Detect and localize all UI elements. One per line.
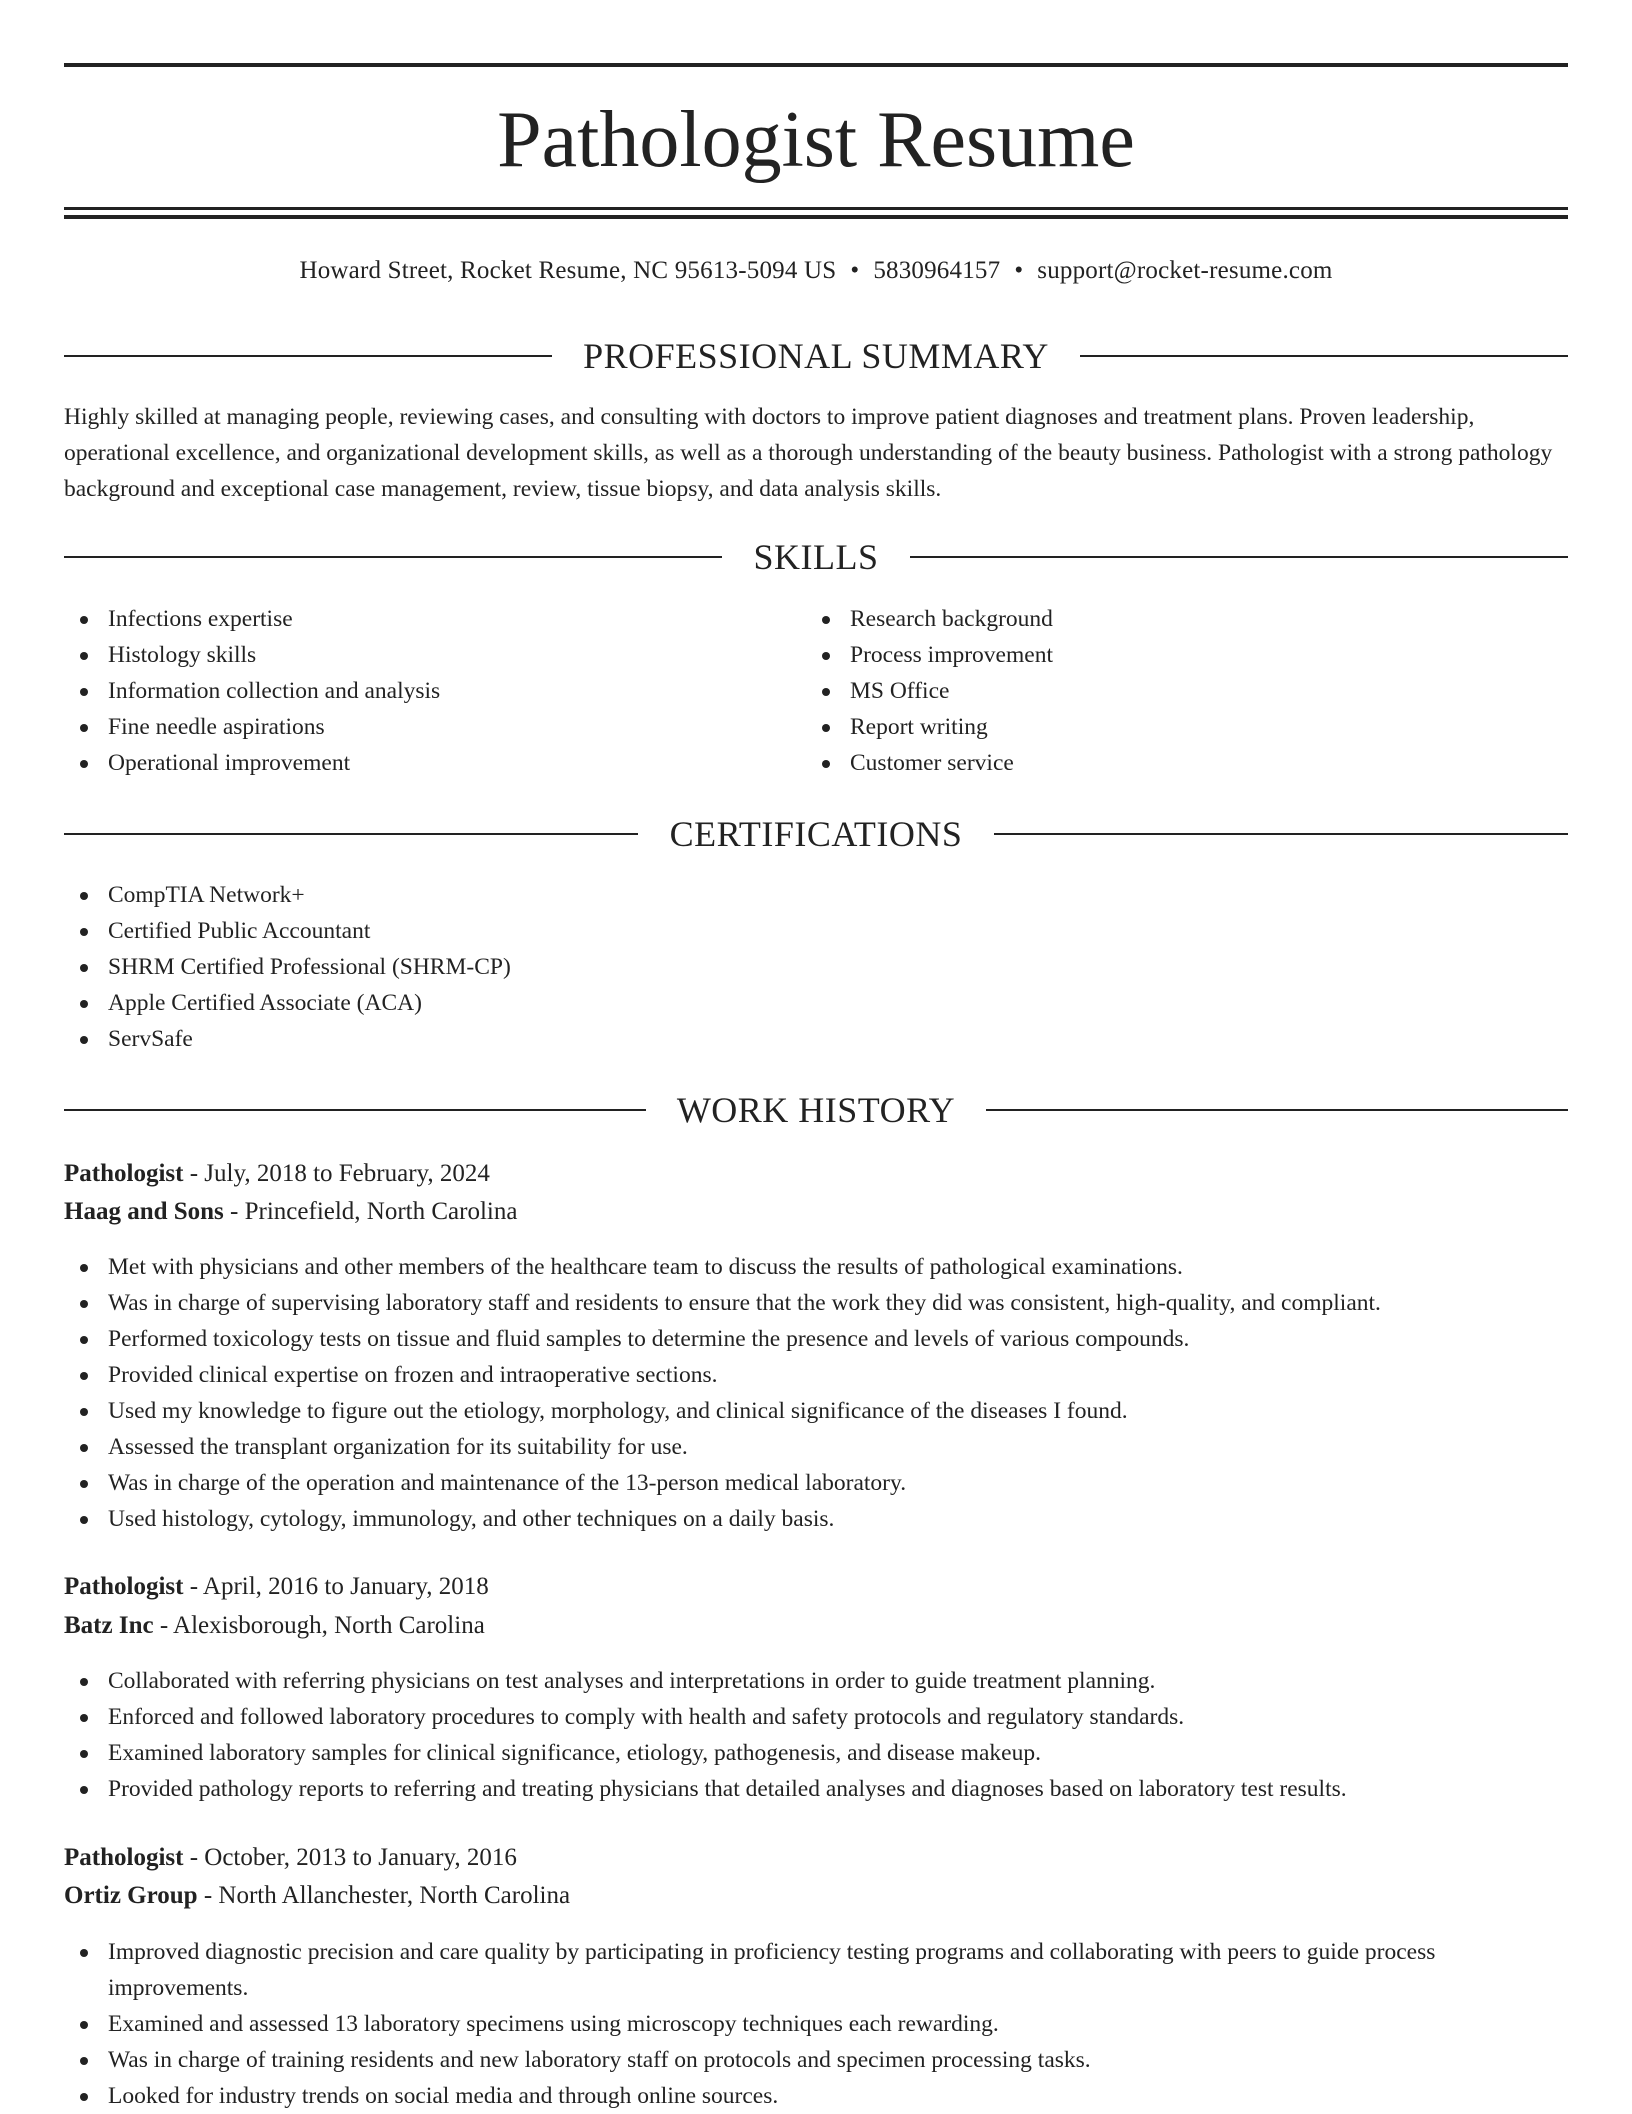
skill-item: Fine needle aspirations (64, 709, 804, 745)
job-bullet: Was in charge of supervising laboratory staff and residents to ensure that the work they did was consistent, high-quality, and compliant. (64, 1285, 1568, 1321)
document-title: Pathologist Resume (497, 96, 1135, 184)
job-bullet: Examined laboratory samples for clinical significance, etiology, pathogenesis, and disease makeup. (64, 1735, 1568, 1771)
job-bullet: Provided pathology reports to referring and treating physicians that detailed analyses and diagnoses based on laboratory test results. (64, 1771, 1568, 1807)
job-bullet: Used histology, cytology, immunology, and other techniques on a daily basis. (64, 1501, 1568, 1537)
skill-item: MS Office (806, 673, 1546, 709)
certifications-list (64, 877, 1568, 1057)
bullet-dot (80, 1714, 88, 1722)
job-bullet: Performed toxicology tests on tissue and fluid samples to determine the presence and levels of various compounds. (64, 1321, 1568, 1357)
job-bullets (64, 1934, 1568, 2114)
skill-item: Customer service (806, 745, 1546, 781)
job-bullet: Was in charge of training residents and new laboratory staff on protocols and specimen processing tasks. (64, 2042, 1568, 2078)
skill-item: Report writing (806, 709, 1546, 745)
job-bullets (64, 1249, 1568, 1537)
bullet-dot (80, 1480, 88, 1488)
contact-line (64, 255, 1568, 287)
job-dates: July, 2018 to February, 2024 (204, 1160, 490, 1187)
job-bullet: Looked for industry trends on social media and through online sources. (64, 2078, 1568, 2114)
title-rule-upper (64, 207, 1568, 210)
section-heading-skills (64, 535, 1568, 579)
bullet-dot (822, 652, 830, 660)
job-bullet: Assessed the transplant organization for its suitability for use. (64, 1429, 1568, 1465)
bullet-dot (80, 1036, 88, 1044)
contact-address: Howard Street, Rocket Resume, NC 95613-5094 US (299, 257, 837, 284)
job-bullet: Used my knowledge to figure out the etiology, morphology, and clinical significance of the diseases I found. (64, 1393, 1568, 1429)
job-title-line: Pathologist - October, 2013 to January, 2016 (64, 1844, 517, 1871)
job-company-line: Haag and Sons - Princefield, North Carolina (64, 1198, 518, 1225)
certification-item: Certified Public Accountant (64, 913, 1568, 949)
bullet-dot (80, 2057, 88, 2065)
top-rule (64, 63, 1568, 67)
bullet-dot (80, 1516, 88, 1524)
contact-email: support@rocket-resume.com (1037, 257, 1333, 284)
bullet-dot (80, 1000, 88, 1008)
job-title: Pathologist (64, 1160, 184, 1187)
bullet-dot (80, 892, 88, 900)
section-title: SKILLS (753, 537, 879, 577)
bullet-dot (80, 1408, 88, 1416)
certification-item: SHRM Certified Professional (SHRM-CP) (64, 949, 1568, 985)
job-bullet: Improved diagnostic precision and care quality by participating in proficiency testing programs and collaborating with peers to guide process improvements. (64, 1934, 1568, 2006)
job-bullet: Examined and assessed 13 laboratory specimens using microscopy techniques each rewarding. (64, 2006, 1568, 2042)
contact-phone: 5830964157 (873, 257, 1001, 284)
skill-item: Infections expertise (64, 601, 804, 637)
skill-item: Information collection and analysis (64, 673, 804, 709)
job-bullet: Collaborated with referring physicians on test analyses and interpretations in order to guide treatment planning. (64, 1663, 1568, 1699)
section-heading-certifications (64, 812, 1568, 856)
job-location: Alexisborough, North Carolina (173, 1612, 485, 1639)
job-company: Ortiz Group (64, 1882, 198, 1909)
job-title: Pathologist (64, 1573, 184, 1600)
bullet-dot (80, 1750, 88, 1758)
bullet-dot (80, 2021, 88, 2029)
skill-item: Research background (806, 601, 1546, 637)
section-heading-summary (64, 334, 1568, 378)
bullet-dot (80, 1300, 88, 1308)
job-bullet: Provided clinical expertise on frozen and intraoperative sections. (64, 1357, 1568, 1393)
job-company-line: Batz Inc - Alexisborough, North Carolina (64, 1612, 485, 1639)
job-bullets (64, 1663, 1568, 1807)
section-title: CERTIFICATIONS (669, 814, 963, 854)
bullet-dot (80, 616, 88, 624)
certification-item: Apple Certified Associate (ACA) (64, 985, 1568, 1021)
job-title: Pathologist (64, 1844, 184, 1871)
job-company: Batz Inc (64, 1612, 154, 1639)
bullet-dot (80, 688, 88, 696)
skill-item: Histology skills (64, 637, 804, 673)
bullet-dot (80, 2093, 88, 2101)
bullet-dot (822, 616, 830, 624)
job-bullet: Enforced and followed laboratory procedures to comply with health and safety protocols and regulatory standards. (64, 1699, 1568, 1735)
title-rule-lower (64, 215, 1568, 219)
bullet-dot (80, 724, 88, 732)
job-title-line: Pathologist - July, 2018 to February, 2024 (64, 1160, 490, 1187)
skills-list-right (806, 601, 1546, 781)
job-location: North Allanchester, North Carolina (218, 1882, 571, 1909)
bullet-dot (80, 1444, 88, 1452)
job-title-line: Pathologist - April, 2016 to January, 2018 (64, 1573, 489, 1600)
summary-text: Highly skilled at managing people, reviewing cases, and consulting with doctors to improve patient diagnoses and treatment plans. Proven leadership, operational excellence, and organizational development skills, as well as a thorough understanding of the beauty business. Pathologist with a strong pathology background and exceptional case management, review, tissue biopsy, and data analysis skills. (64, 404, 1553, 502)
bullet-dot (80, 1372, 88, 1380)
section-heading-work-history (64, 1088, 1568, 1132)
section-title: WORK HISTORY (676, 1090, 956, 1130)
contact-separator: • (850, 257, 860, 284)
certification-item: ServSafe (64, 1021, 1568, 1057)
job-location: Princefield, North Carolina (244, 1198, 518, 1225)
bullet-dot (80, 1786, 88, 1794)
job-company: Haag and Sons (64, 1198, 224, 1225)
contact-separator: • (1014, 257, 1024, 284)
bullet-dot (822, 760, 830, 768)
certification-item: CompTIA Network+ (64, 877, 1568, 913)
bullet-dot (80, 652, 88, 660)
bullet-dot (80, 1336, 88, 1344)
bullet-dot (80, 1678, 88, 1686)
bullet-dot (822, 688, 830, 696)
bullet-dot (822, 724, 830, 732)
section-title: PROFESSIONAL SUMMARY (583, 336, 1049, 376)
job-bullet: Met with physicians and other members of the healthcare team to discuss the results of pathological examinations. (64, 1249, 1568, 1285)
job-bullet: Was in charge of the operation and maintenance of the 13-person medical laboratory. (64, 1465, 1568, 1501)
skill-item: Process improvement (806, 637, 1546, 673)
bullet-dot (80, 1949, 88, 1957)
job-dates: October, 2013 to January, 2016 (204, 1844, 517, 1871)
bullet-dot (80, 760, 88, 768)
bullet-dot (80, 964, 88, 972)
bullet-dot (80, 928, 88, 936)
bullet-dot (80, 1264, 88, 1272)
job-company-line: Ortiz Group - North Allanchester, North Carolina (64, 1882, 571, 1909)
job-dates: April, 2016 to January, 2018 (202, 1573, 489, 1600)
skill-item: Operational improvement (64, 745, 804, 781)
skills-list-left (64, 601, 804, 781)
